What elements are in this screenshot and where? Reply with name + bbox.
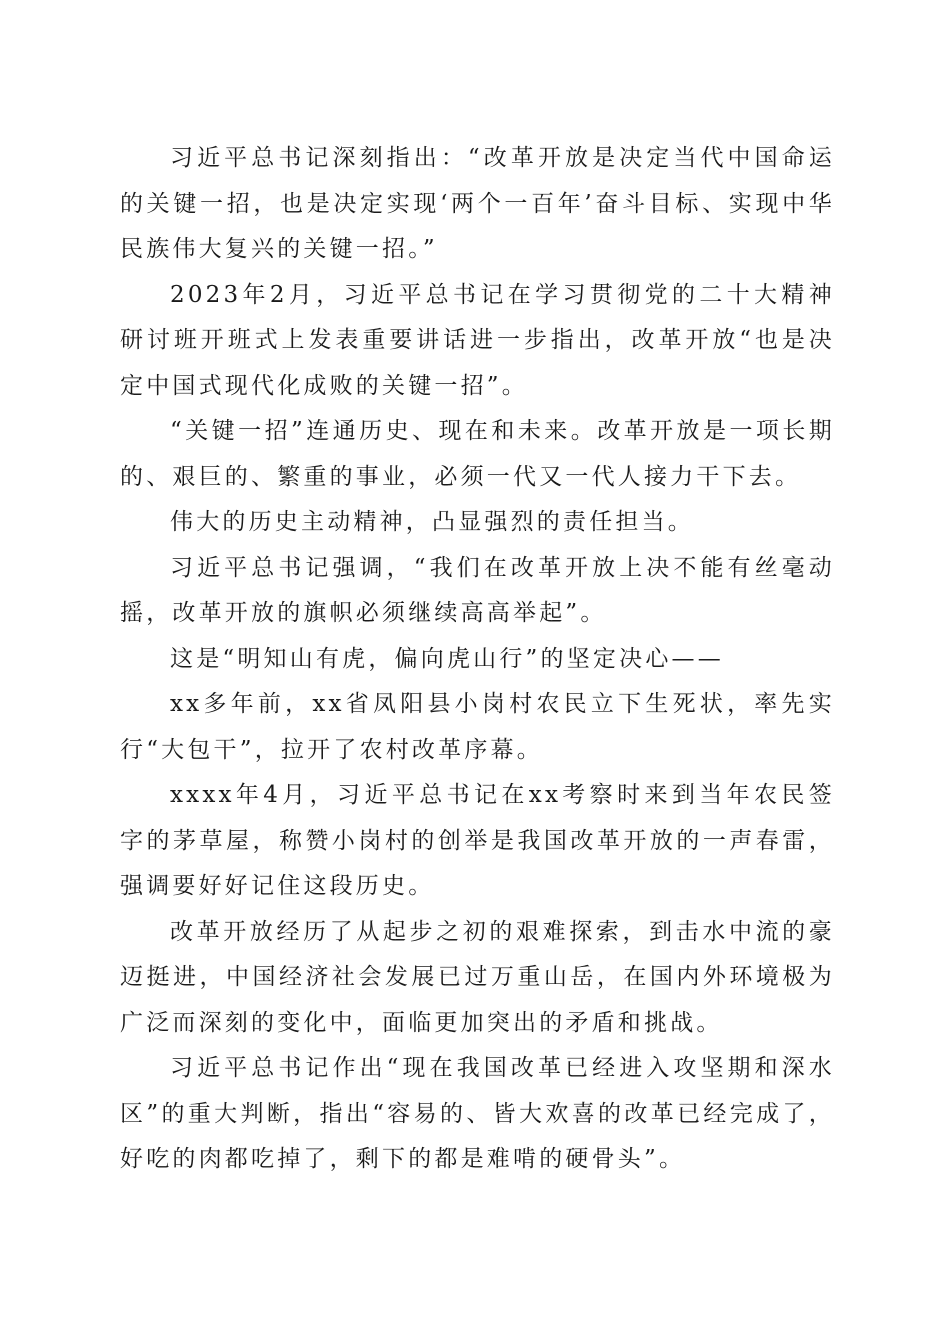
paragraph-8: xxxx年4月，习近平总书记在xx考察时来到当年农民签字的茅草屋，称赞小岗村的创举是我国改革开放的一声春雷，强调要好好记住这段历史。 (120, 782, 835, 899)
paragraph-2: 2023年2月，习近平总书记在学习贯彻党的二十大精神研讨班开班式上发表重要讲话进一步指出，改革开放“也是决定中国式现代化成败的关键一招”。 (120, 281, 835, 399)
paragraph-9: 改革开放经历了从起步之初的艰难探索，到击水中流的豪迈挺进，中国经济社会发展已过万重山岳，在国内外环境极为广泛而深刻的变化中，面临更加突出的矛盾和挑战。 (120, 918, 835, 1036)
paragraph-4: 伟大的历史主动精神，凸显强烈的责任担当。 (170, 509, 694, 535)
paragraph-3: “关键一招”连通历史、现在和未来。改革开放是一项长期的、艰巨的、繁重的事业，必须一代又一代人接力干下去。 (120, 418, 835, 490)
paragraph-5: 习近平总书记强调，“我们在改革开放上决不能有丝毫动摇，改革开放的旗帜必须继续高高举起”。 (120, 554, 835, 626)
paragraph-7: xx多年前，xx省凤阳县小岗村农民立下生死状，率先实行“大包干”，拉开了农村改革序幕。 (120, 691, 835, 763)
document-body (120, 136, 835, 1183)
paragraph-10: 习近平总书记作出“现在我国改革已经进入攻坚期和深水区”的重大判断，指出“容易的、皆大欢喜的改革已经完成了，好吃的肉都吃掉了，剩下的都是难啃的硬骨头”。 (120, 1055, 835, 1172)
paragraph-6: 这是“明知山有虎，偏向虎山行”的坚定决心—— (170, 645, 724, 672)
paragraph-1: 习近平总书记深刻指出：“改革开放是决定当代中国命运的关键一招，也是决定实现‘两个一百年’奋斗目标、实现中华民族伟大复兴的关键一招。” (120, 145, 835, 262)
